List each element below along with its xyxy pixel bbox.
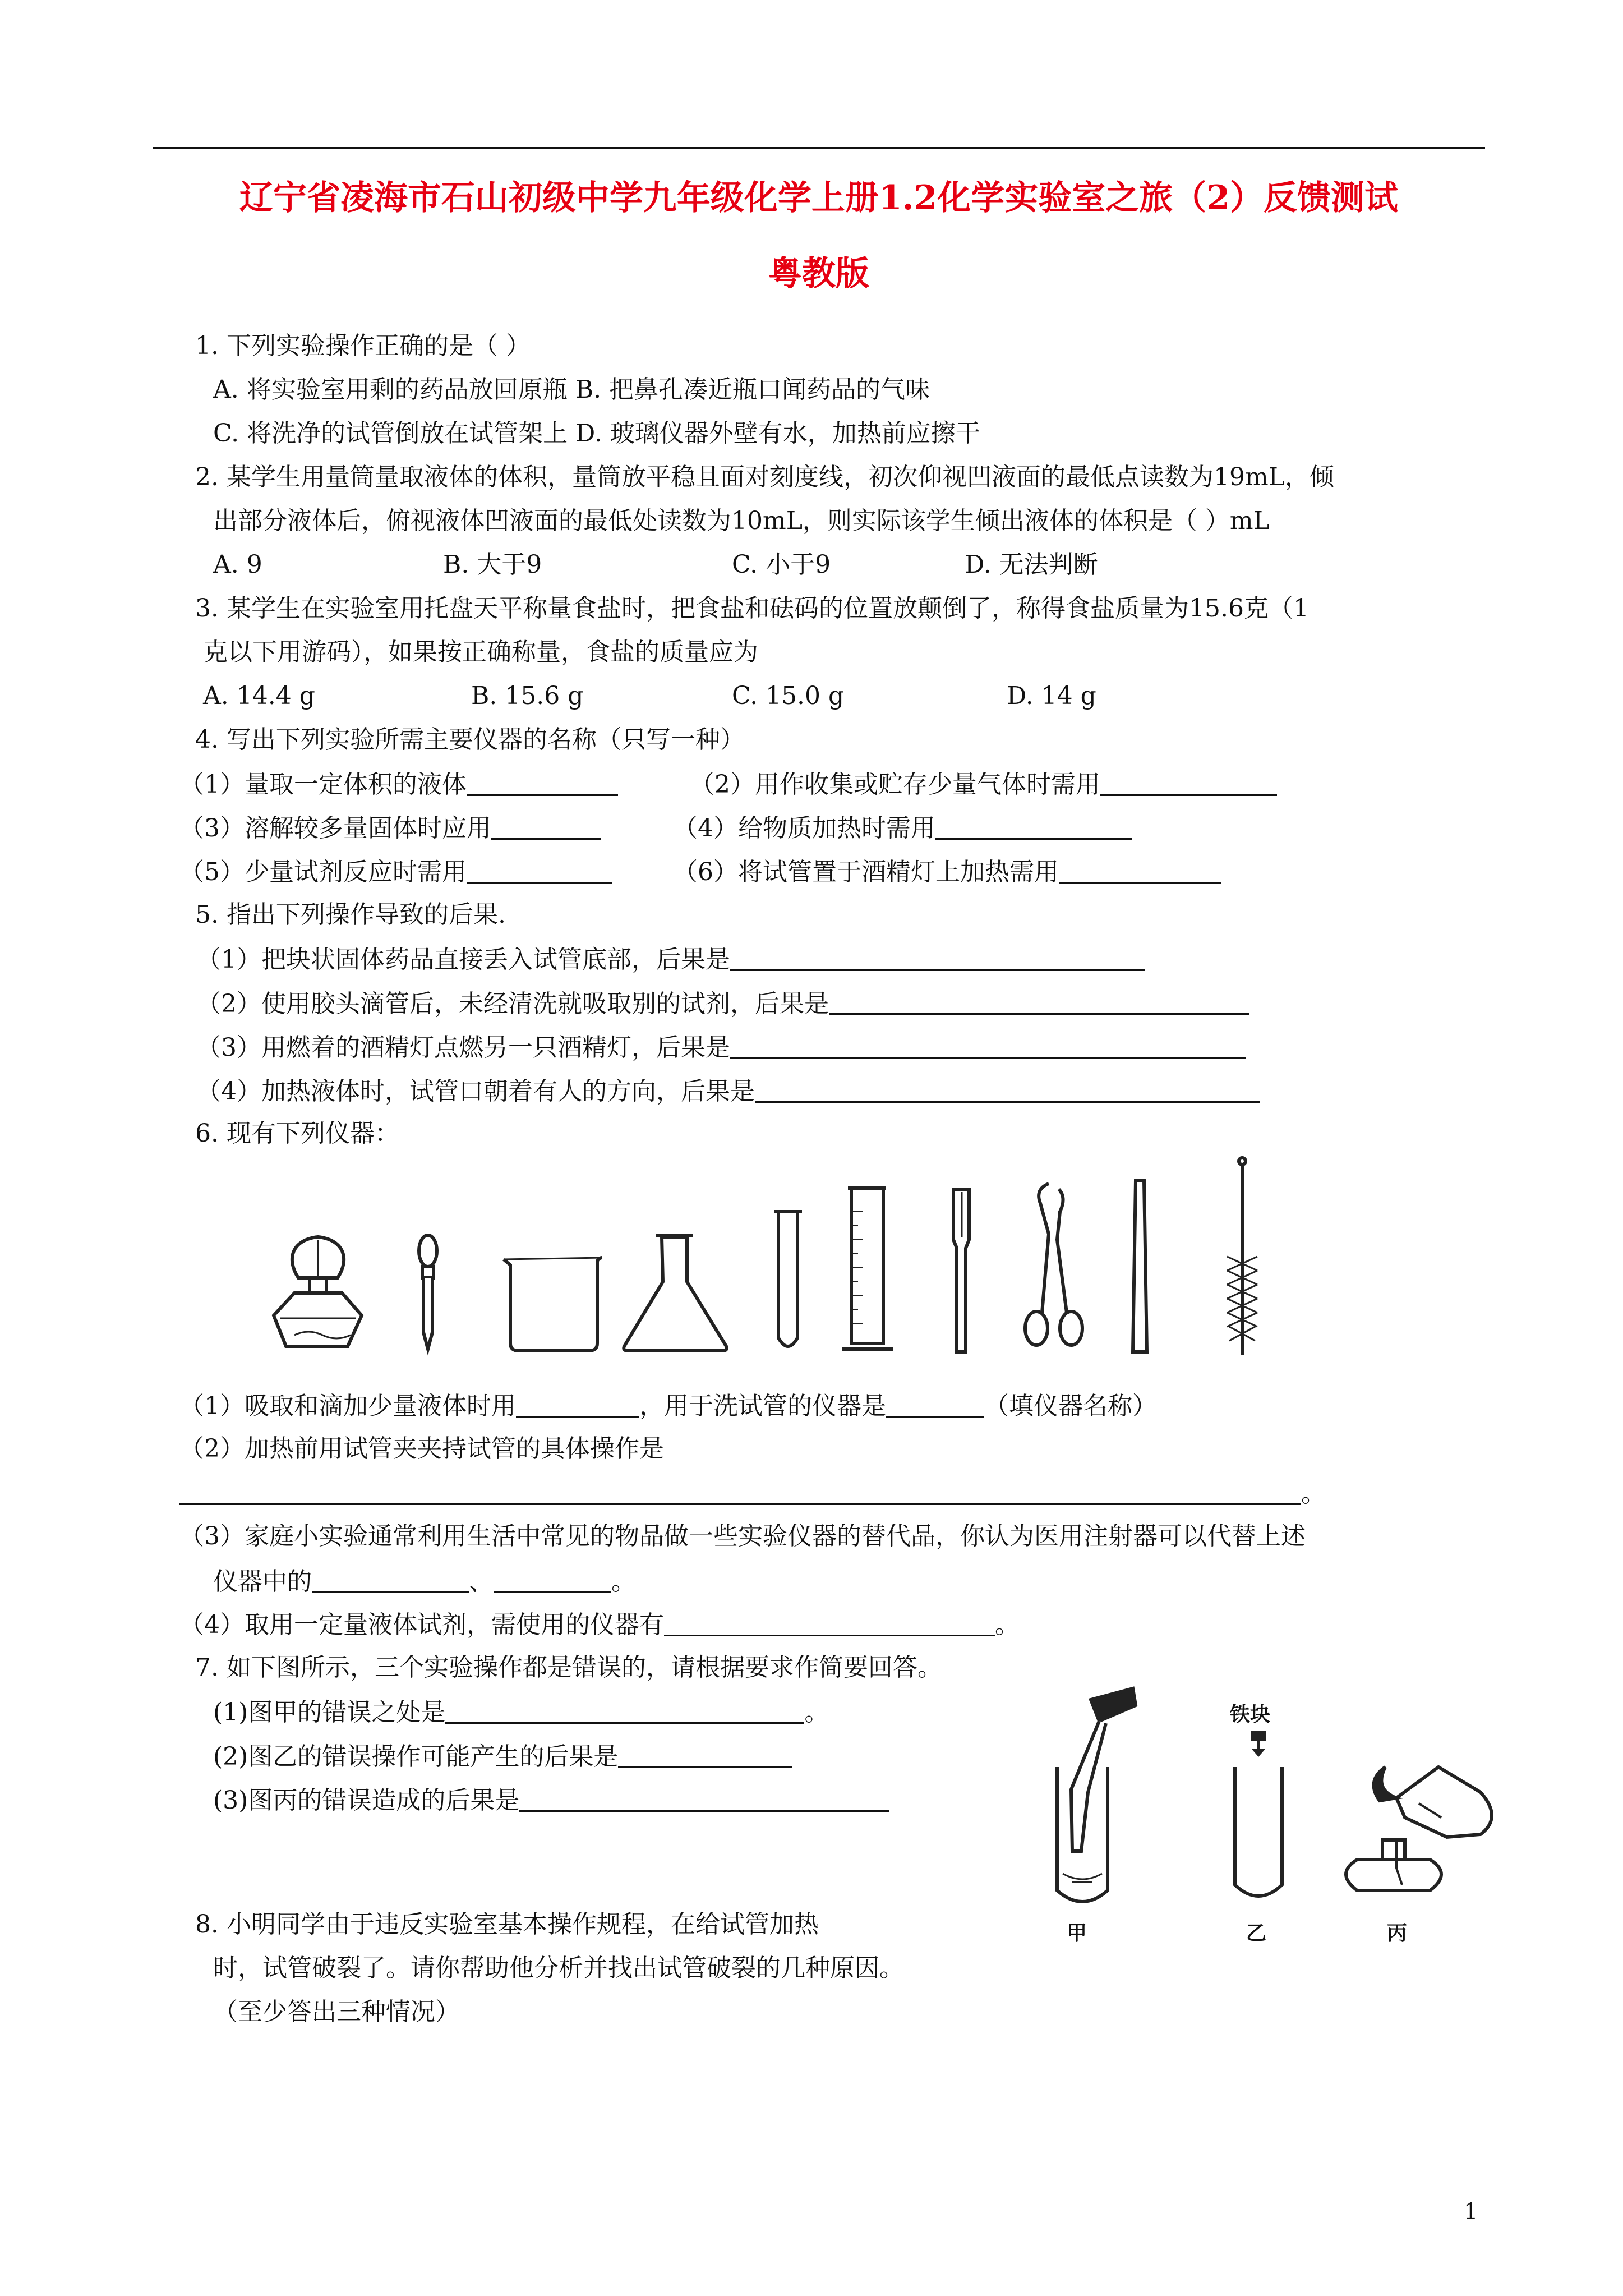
answer-blank[interactable] bbox=[730, 1032, 1246, 1059]
q3-option-c: C. 15.0 g bbox=[732, 682, 845, 710]
q2-option-b: B. 大于9 bbox=[443, 550, 542, 579]
q5-item-1: （1）把块状固体药品直接丢入试管底部，后果是 bbox=[196, 945, 1145, 974]
page-number: 1 bbox=[1464, 2199, 1478, 2225]
q1-options-ab: A. 将实验室用剩的药品放回原瓶 B. 把鼻孔凑近瓶口闻药品的气味 bbox=[213, 375, 930, 404]
q8-stem: 8. 小明同学由于违反实验室基本操作规程，在给试管加热 bbox=[195, 1910, 819, 1939]
doc-title: 辽宁省凌海市石山初级中学九年级化学上册1.2化学实验室之旅（2）反馈测试 bbox=[239, 178, 1399, 218]
q5-item-2: （2）使用胶头滴管后，未经清洗就吸取别的试剂，后果是 bbox=[196, 988, 1249, 1019]
q2-stem-1: 2. 某学生用量筒量取液体的体积，量筒放平稳且面对刻度线，初次仰视凹液面的最低点读数为19mL，倾 bbox=[195, 463, 1334, 491]
figure-jia-dropper-in-tube bbox=[1057, 1688, 1136, 1902]
q6-part-4: （4）取用一定量液体试剂，需使用的仪器有 。 bbox=[179, 1611, 1020, 1639]
q5-stem: 5. 指出下列操作导致的后果. bbox=[195, 900, 506, 929]
q6-part-2: （2）加热前用试管夹夹持试管的具体操作是 bbox=[179, 1434, 664, 1463]
figure-caption-yi: 乙 bbox=[1246, 1922, 1267, 1945]
answer-blank[interactable] bbox=[730, 945, 1145, 971]
q4-stem: 4. 写出下列实验所需主要仪器的名称（只写一种） bbox=[195, 725, 745, 754]
q4-item-3: （3）溶解较多量固体时应用 bbox=[179, 813, 601, 843]
q5-item-3: （3）用燃着的酒精灯点燃另一只酒精灯，后果是 bbox=[196, 1032, 1246, 1062]
crucible-tongs-icon bbox=[1025, 1184, 1082, 1345]
answer-blank[interactable] bbox=[519, 1785, 889, 1812]
q6-part-2-answer: 。 bbox=[179, 1479, 1326, 1508]
q4-item-1: （1）量取一定体积的液体 bbox=[179, 770, 618, 799]
answer-blank[interactable] bbox=[1059, 857, 1221, 884]
q2-stem-2: 出部分液体后，俯视液体凹液面的最低处读数为10mL，则实际该学生倾出液体的体积是（ ）mL bbox=[213, 507, 1270, 535]
q8-line-3: （至少答出三种情况） bbox=[213, 1998, 460, 2026]
answer-blank[interactable] bbox=[312, 1566, 469, 1593]
q7-item-2: (2)图乙的错误操作可能产生的后果是 bbox=[213, 1741, 792, 1772]
alcohol-lamp-icon bbox=[274, 1237, 362, 1346]
q3-option-d: D. 14 g bbox=[1007, 682, 1096, 710]
answer-blank[interactable] bbox=[755, 1076, 1260, 1103]
q8-line-2: 时，试管破裂了。请你帮助他分析并找出试管破裂的几种原因。 bbox=[213, 1954, 904, 1982]
q7-item-1: (1)图甲的错误之处是 。 bbox=[213, 1698, 829, 1727]
q2-option-d: D. 无法判断 bbox=[965, 550, 1098, 579]
figure-yi-iron-into-tube bbox=[1235, 1731, 1282, 1896]
answer-blank[interactable] bbox=[618, 1741, 792, 1768]
answer-blank[interactable] bbox=[1100, 770, 1277, 796]
test-tube-holder-icon bbox=[953, 1189, 969, 1352]
figure-caption-jia: 甲 bbox=[1067, 1922, 1087, 1945]
figure-caption-bing: 丙 bbox=[1387, 1922, 1408, 1945]
test-tube-icon bbox=[774, 1212, 802, 1346]
header-rule bbox=[153, 147, 1485, 149]
figure-bing-lamp-from-lamp bbox=[1346, 1767, 1492, 1890]
answer-blank[interactable] bbox=[829, 988, 1249, 1015]
q4-item-4: （4）给物质加热时需用 bbox=[673, 813, 1132, 843]
q3-stem-1: 3. 某学生在实验室用托盘天平称量食盐时，把食盐和砝码的位置放颠倒了，称得食盐质量为15.6克（1 bbox=[195, 594, 1309, 623]
q2-option-a: A. 9 bbox=[213, 550, 262, 579]
q4-item-5: （5）少量试剂反应时需用 bbox=[179, 857, 612, 887]
q6-stem: 6. 现有下列仪器： bbox=[195, 1119, 399, 1148]
answer-blank[interactable] bbox=[467, 770, 618, 796]
q6-part-3: （3）家庭小实验通常利用生活中常见的物品做一些实验仪器的替代品，你认为医用注射器可以代替上述 bbox=[179, 1522, 1306, 1550]
q1-stem: 1. 下列实验操作正确的是（ ） bbox=[195, 332, 531, 360]
dropper-icon bbox=[419, 1235, 437, 1349]
q7-figures bbox=[1038, 1683, 1514, 1941]
answer-blank[interactable] bbox=[516, 1391, 639, 1418]
answer-blank[interactable] bbox=[935, 813, 1132, 840]
q7-stem: 7. 如下图所示，三个实验操作都是错误的，请根据要求作简要回答。 bbox=[195, 1653, 942, 1682]
q4-item-6: （6）将试管置于酒精灯上加热需用 bbox=[673, 857, 1221, 887]
doc-subtitle: 粤教版 bbox=[768, 254, 869, 293]
answer-blank[interactable] bbox=[886, 1391, 984, 1418]
iron-block-label: 铁块 bbox=[1230, 1703, 1271, 1726]
q3-stem-2: 克以下用游码），如果按正确称量，食盐的质量应为 bbox=[203, 638, 758, 666]
answer-blank[interactable] bbox=[179, 1479, 1301, 1505]
q4-item-2: （2）用作收集或贮存少量气体时需用 bbox=[690, 770, 1277, 799]
q5-item-4: （4）加热液体时，试管口朝着有人的方向，后果是 bbox=[196, 1076, 1260, 1106]
q2-option-c: C. 小于9 bbox=[732, 550, 831, 579]
answer-blank[interactable] bbox=[445, 1697, 804, 1724]
answer-blank[interactable] bbox=[664, 1610, 995, 1636]
apparatus-row bbox=[264, 1150, 1329, 1363]
q6-part-1: （1）吸取和滴加少量液体时用 ，用于洗试管的仪器是 （填仪器名称） bbox=[179, 1392, 1157, 1420]
beaker-icon bbox=[504, 1258, 602, 1351]
q6-part-3-answer: 仪器中的 、 。 bbox=[213, 1567, 636, 1596]
q3-option-b: B. 15.6 g bbox=[471, 682, 584, 710]
answer-blank[interactable] bbox=[491, 813, 601, 840]
graduated-cylinder-icon bbox=[842, 1188, 893, 1349]
q7-item-3: (3)图丙的错误造成的后果是 bbox=[213, 1785, 889, 1815]
answer-blank[interactable] bbox=[494, 1566, 611, 1593]
q1-options-cd: C. 将洗净的试管倒放在试管架上 D. 玻璃仪器外壁有水，加热前应擦干 bbox=[213, 419, 980, 448]
glass-rod-icon bbox=[1133, 1181, 1147, 1352]
conical-flask-icon bbox=[624, 1236, 726, 1351]
answer-blank[interactable] bbox=[467, 857, 612, 884]
test-tube-brush-icon bbox=[1227, 1158, 1257, 1355]
q3-option-a: A. 14.4 g bbox=[203, 682, 315, 710]
